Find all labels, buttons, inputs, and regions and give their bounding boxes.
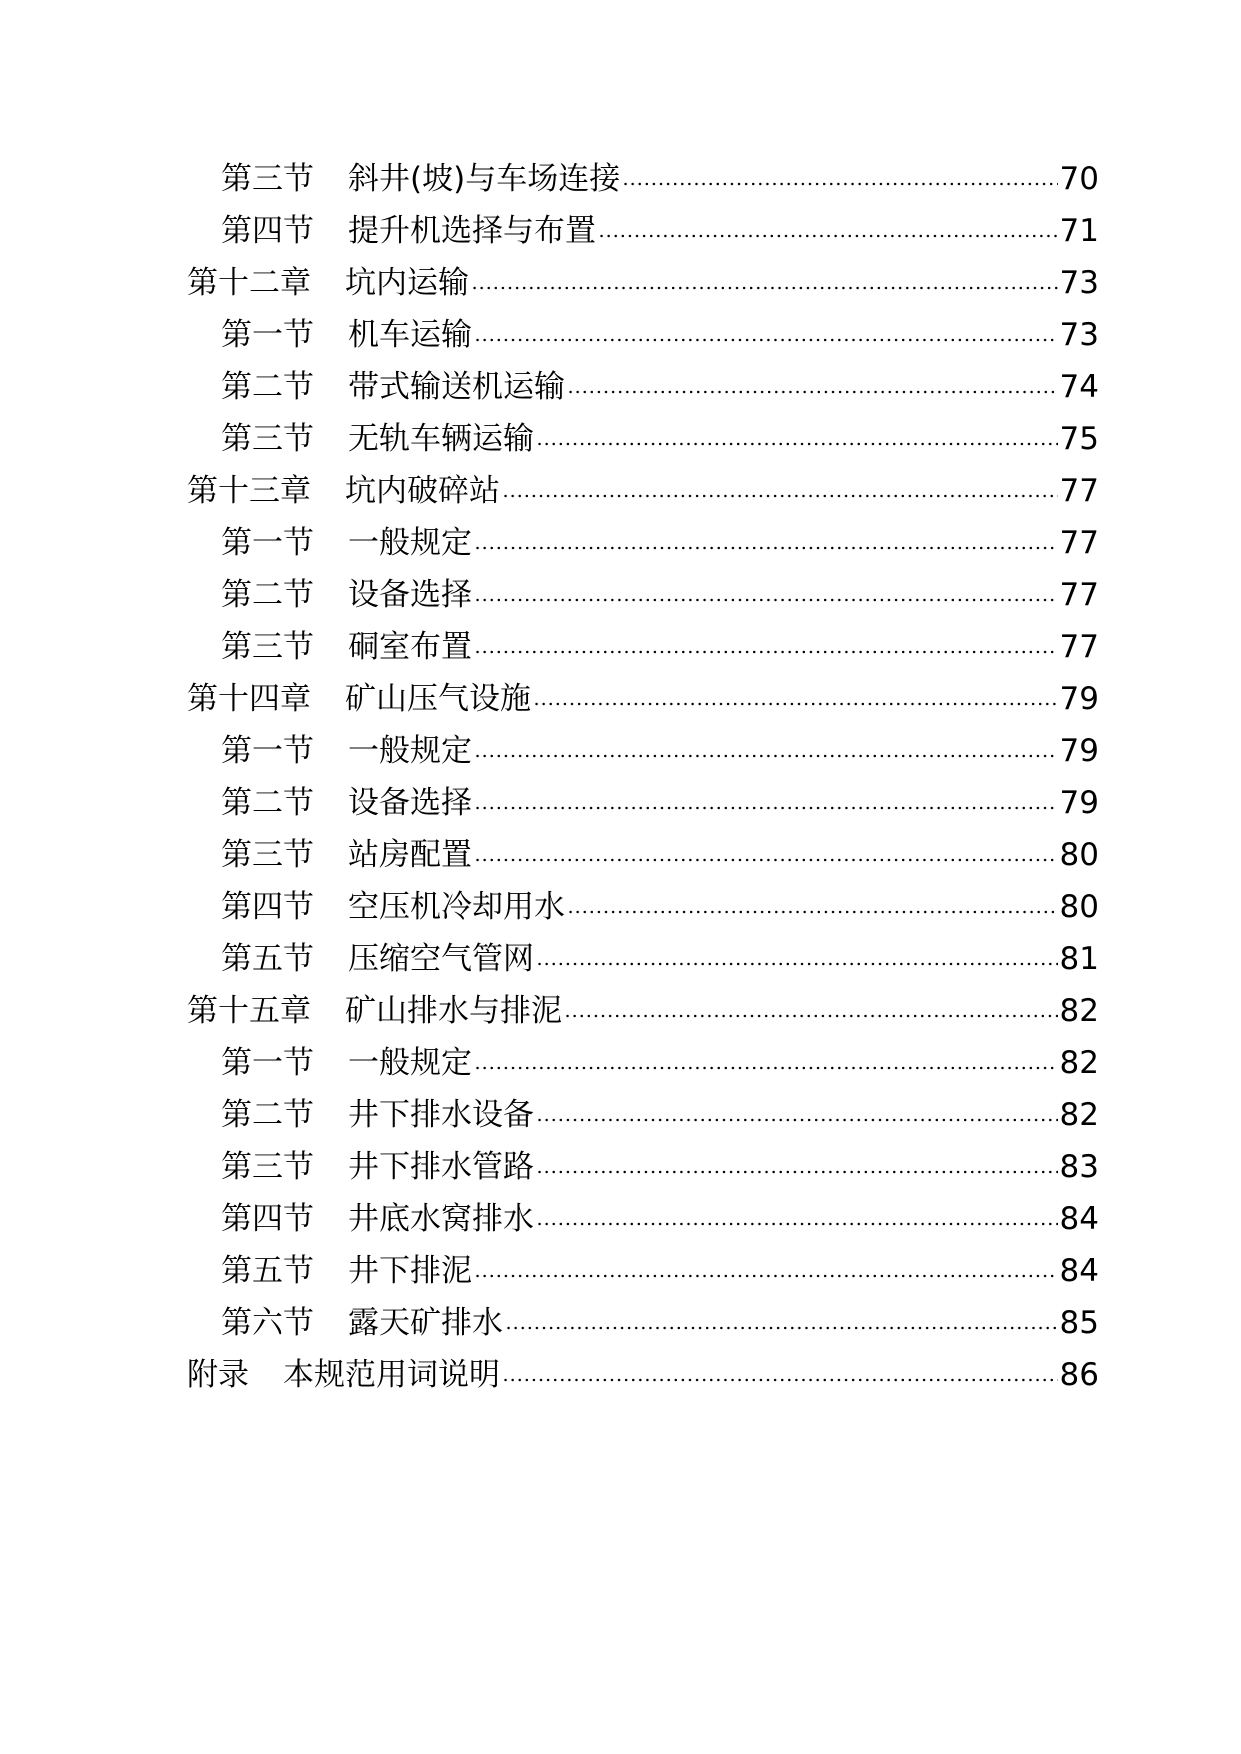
toc-entry[interactable] <box>187 1141 1099 1193</box>
toc-dot-leader <box>567 390 1058 394</box>
toc-entry[interactable] <box>187 1297 1099 1349</box>
toc-entry-page-number: 77 <box>1059 525 1099 561</box>
toc-entry[interactable] <box>187 985 1099 1037</box>
toc-entry-label: 第四节 <box>221 213 314 249</box>
toc-entry[interactable] <box>187 153 1099 205</box>
toc-entry-title: 本规范用词说明 <box>283 1357 500 1393</box>
toc-entry[interactable] <box>187 673 1099 725</box>
toc-entry-label: 第一节 <box>221 1045 314 1081</box>
toc-dot-leader <box>474 546 1058 550</box>
toc-entry-label: 第一节 <box>221 317 314 353</box>
toc-entry-page-number: 82 <box>1059 1097 1099 1133</box>
toc-entry-label: 第六节 <box>221 1305 314 1341</box>
toc-dot-leader <box>533 702 1058 706</box>
toc-entry-label: 第四节 <box>221 1201 314 1237</box>
toc-entry-title: 斜井(坡)与车场连接 <box>348 161 621 197</box>
toc-entry-label: 第十三章 <box>187 473 311 509</box>
toc-entry[interactable] <box>187 1037 1099 1089</box>
toc-entry-page-number: 80 <box>1059 837 1099 873</box>
toc-entry[interactable] <box>187 621 1099 673</box>
toc-entry-label: 第三节 <box>221 629 314 665</box>
toc-entry-title: 一般规定 <box>348 525 472 561</box>
toc-dot-leader <box>536 1222 1058 1226</box>
toc-entry-label: 第十二章 <box>187 265 311 301</box>
toc-entry-page-number: 77 <box>1059 629 1099 665</box>
toc-dot-leader <box>505 1326 1058 1330</box>
toc-entry-title: 带式输送机运输 <box>348 369 565 405</box>
toc-dot-leader <box>622 182 1057 186</box>
toc-dot-leader <box>536 1118 1058 1122</box>
toc-entry-title: 压缩空气管网 <box>348 941 534 977</box>
toc-entry-page-number: 86 <box>1059 1357 1099 1393</box>
toc-entry-title: 机车运输 <box>348 317 472 353</box>
toc-dot-leader <box>471 286 1058 290</box>
toc-entry-page-number: 75 <box>1059 421 1099 457</box>
toc-entry[interactable] <box>187 517 1099 569</box>
toc-entry-page-number: 84 <box>1059 1201 1099 1237</box>
toc-entry[interactable] <box>187 569 1099 621</box>
toc-entry-label: 第三节 <box>221 421 314 457</box>
toc-dot-leader <box>502 1378 1058 1382</box>
toc-entry-page-number: 82 <box>1059 993 1099 1029</box>
toc-entry-title: 矿山排水与排泥 <box>345 993 562 1029</box>
toc-entry-page-number: 71 <box>1059 213 1099 249</box>
toc-entry[interactable] <box>187 881 1099 933</box>
toc-dot-leader <box>564 1014 1058 1018</box>
toc-entry-title: 井下排水管路 <box>348 1149 534 1185</box>
toc-entry-label: 第二节 <box>221 1097 314 1133</box>
toc-entry-title: 设备选择 <box>348 577 472 613</box>
toc-entry-page-number: 73 <box>1059 265 1099 301</box>
toc-entry-title: 井下排泥 <box>348 1253 472 1289</box>
toc-entry-label: 第五节 <box>221 1253 314 1289</box>
toc-entry[interactable] <box>187 205 1099 257</box>
toc-entry-page-number: 77 <box>1059 577 1099 613</box>
toc-entry-label: 第一节 <box>221 733 314 769</box>
toc-entry-label: 附录 <box>187 1357 249 1393</box>
toc-entry-page-number: 79 <box>1059 785 1099 821</box>
toc-dot-leader <box>474 1274 1058 1278</box>
toc-entry-label: 第四节 <box>221 889 314 925</box>
toc-entry-page-number: 77 <box>1059 473 1099 509</box>
toc-entry[interactable] <box>187 1089 1099 1141</box>
toc-dot-leader <box>567 910 1058 914</box>
toc-entry[interactable] <box>187 361 1099 413</box>
toc-entry-title: 井下排水设备 <box>348 1097 534 1133</box>
toc-entry-page-number: 82 <box>1059 1045 1099 1081</box>
toc-entry[interactable] <box>187 725 1099 777</box>
toc-dot-leader <box>598 234 1058 238</box>
toc-entry[interactable] <box>187 829 1099 881</box>
toc-entry-label: 第十四章 <box>187 681 311 717</box>
toc-dot-leader <box>502 494 1058 498</box>
toc-entry[interactable] <box>187 465 1099 517</box>
toc-entry-page-number: 81 <box>1059 941 1099 977</box>
toc-entry-title: 坑内破碎站 <box>345 473 500 509</box>
toc-entry[interactable] <box>187 1245 1099 1297</box>
toc-entry[interactable] <box>187 413 1099 465</box>
toc-entry-page-number: 83 <box>1059 1149 1099 1185</box>
toc-dot-leader <box>474 754 1058 758</box>
toc-dot-leader <box>474 650 1058 654</box>
toc-entry-title: 井底水窝排水 <box>348 1201 534 1237</box>
toc-entry-page-number: 79 <box>1059 681 1099 717</box>
toc-entry-title: 一般规定 <box>348 1045 472 1081</box>
toc-entry-title: 无轨车辆运输 <box>348 421 534 457</box>
toc-dot-leader <box>536 1170 1058 1174</box>
toc-entry-title: 坑内运输 <box>345 265 469 301</box>
toc-entry-title: 提升机选择与布置 <box>348 213 596 249</box>
table-of-contents <box>187 153 1099 1401</box>
toc-entry-title: 一般规定 <box>348 733 472 769</box>
toc-entry[interactable] <box>187 1349 1099 1401</box>
toc-entry-page-number: 84 <box>1059 1253 1099 1289</box>
toc-dot-leader <box>474 1066 1058 1070</box>
toc-entry[interactable] <box>187 257 1099 309</box>
toc-entry[interactable] <box>187 309 1099 361</box>
toc-entry-label: 第二节 <box>221 785 314 821</box>
toc-entry-label: 第一节 <box>221 525 314 561</box>
toc-entry-title: 设备选择 <box>348 785 472 821</box>
toc-entry-label: 第二节 <box>221 577 314 613</box>
toc-entry[interactable] <box>187 777 1099 829</box>
toc-entry-page-number: 74 <box>1059 369 1099 405</box>
toc-entry-page-number: 79 <box>1059 733 1099 769</box>
toc-entry-label: 第二节 <box>221 369 314 405</box>
toc-dot-leader <box>474 858 1058 862</box>
toc-entry-label: 第三节 <box>221 161 314 197</box>
toc-dot-leader <box>474 806 1058 810</box>
toc-entry-title: 矿山压气设施 <box>345 681 531 717</box>
toc-entry[interactable] <box>187 933 1099 985</box>
toc-dot-leader <box>536 962 1058 966</box>
toc-entry-page-number: 70 <box>1059 161 1099 197</box>
toc-entry-page-number: 73 <box>1059 317 1099 353</box>
toc-entry-label: 第三节 <box>221 837 314 873</box>
toc-entry-page-number: 80 <box>1059 889 1099 925</box>
toc-dot-leader <box>474 598 1058 602</box>
toc-dot-leader <box>474 338 1058 342</box>
toc-dot-leader <box>536 442 1058 446</box>
toc-entry-label: 第三节 <box>221 1149 314 1185</box>
toc-entry-page-number: 85 <box>1059 1305 1099 1341</box>
toc-entry-title: 站房配置 <box>348 837 472 873</box>
toc-entry-label: 第五节 <box>221 941 314 977</box>
toc-entry-title: 露天矿排水 <box>348 1305 503 1341</box>
toc-entry[interactable] <box>187 1193 1099 1245</box>
toc-entry-title: 空压机冷却用水 <box>348 889 565 925</box>
toc-entry-label: 第十五章 <box>187 993 311 1029</box>
toc-entry-title: 硐室布置 <box>348 629 472 665</box>
